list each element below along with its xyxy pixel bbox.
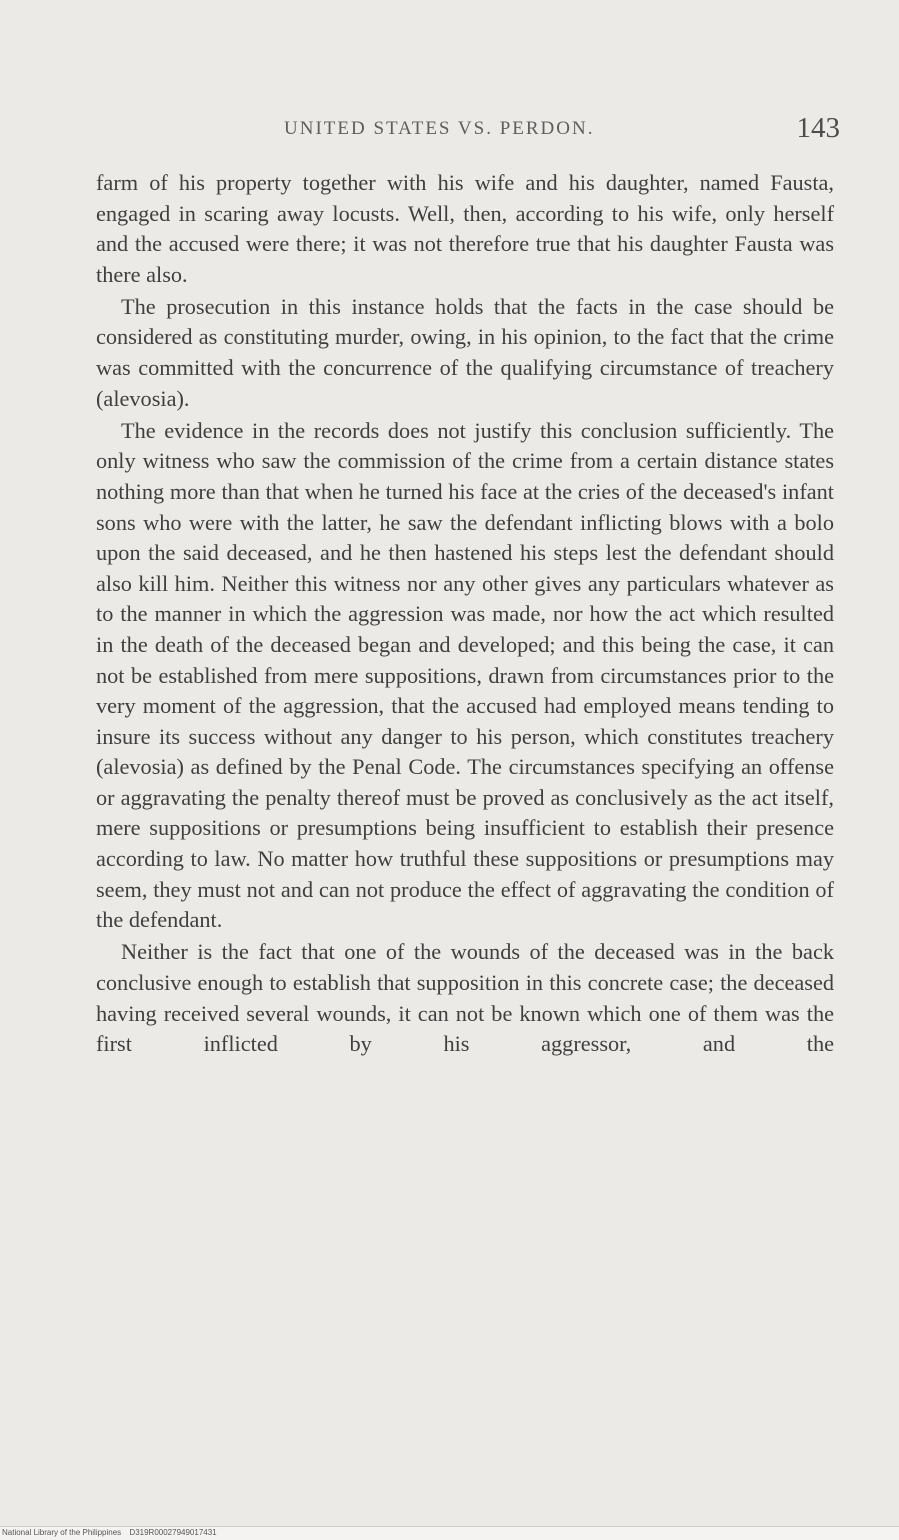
footer-text (2, 1528, 217, 1537)
paragraph-wounds: Neither is the fact that one of the wounds of the deceased was in the back conclusive enough to establish that supposition in this concrete case; the deceased having received several wounds, it can not be known which one of them was the first inflicted by his aggressor, and the (96, 939, 834, 1057)
footer-library: National Library of the Philippines (2, 1528, 122, 1537)
paragraph-continuation: farm of his property together with his wife and his daughter, named Fausta, engaged in scaring away locusts. Well, then, according to his wife, only herself and the accused were there; it was not therefore true that his daughter Fausta was there also. (96, 170, 834, 287)
paragraph-prosecution: The prosecution in this instance holds that the facts in the case should be considered as constituting murder, owing, in his opinion, to the fact that the crime was committed with the concurrence of the qualifying circumstance of treachery (alevosia). (96, 293, 834, 411)
page-header (96, 112, 840, 152)
scan-footer (0, 1526, 899, 1540)
page-number: 143 (796, 112, 840, 144)
running-title: UNITED STATES VS. PERDON. (284, 118, 595, 139)
paragraph-evidence: The evidence in the records does not justify this conclusion sufficiently. The only witness who saw the commission of the crime from a certain distance states nothing more than that when he turned his face at the cries of the deceased's infant sons who were with the latter, he saw the defendant inflicting blows with a bolo upon the said deceased, and he then hastened his steps lest the defendant should also kill him. Neither this witness nor any other gives any particulars whatever as to the manner in which the aggression was made, nor how the act which resulted in the death of the deceased began and developed; and this being the case, it can not be established from mere suppositions, drawn from circumstances prior to the very moment of the aggression, that the accused had employed means tending to insure its success without any danger to his person, which constitutes treachery (alevosia) as defined by the Penal Code. The circumstances specifying an offense or aggravating the penalty thereof must be proved as conclusively as the act itself, mere suppositions or presumptions being insufficient to establish their presence according to law. No matter how truthful these suppositions or presumptions may seem, they must not and can not produce the effect of aggravating the condition of the defendant. (96, 417, 834, 933)
body-text (96, 168, 834, 1061)
footer-identifier: D319R00027949017431 (129, 1528, 217, 1537)
